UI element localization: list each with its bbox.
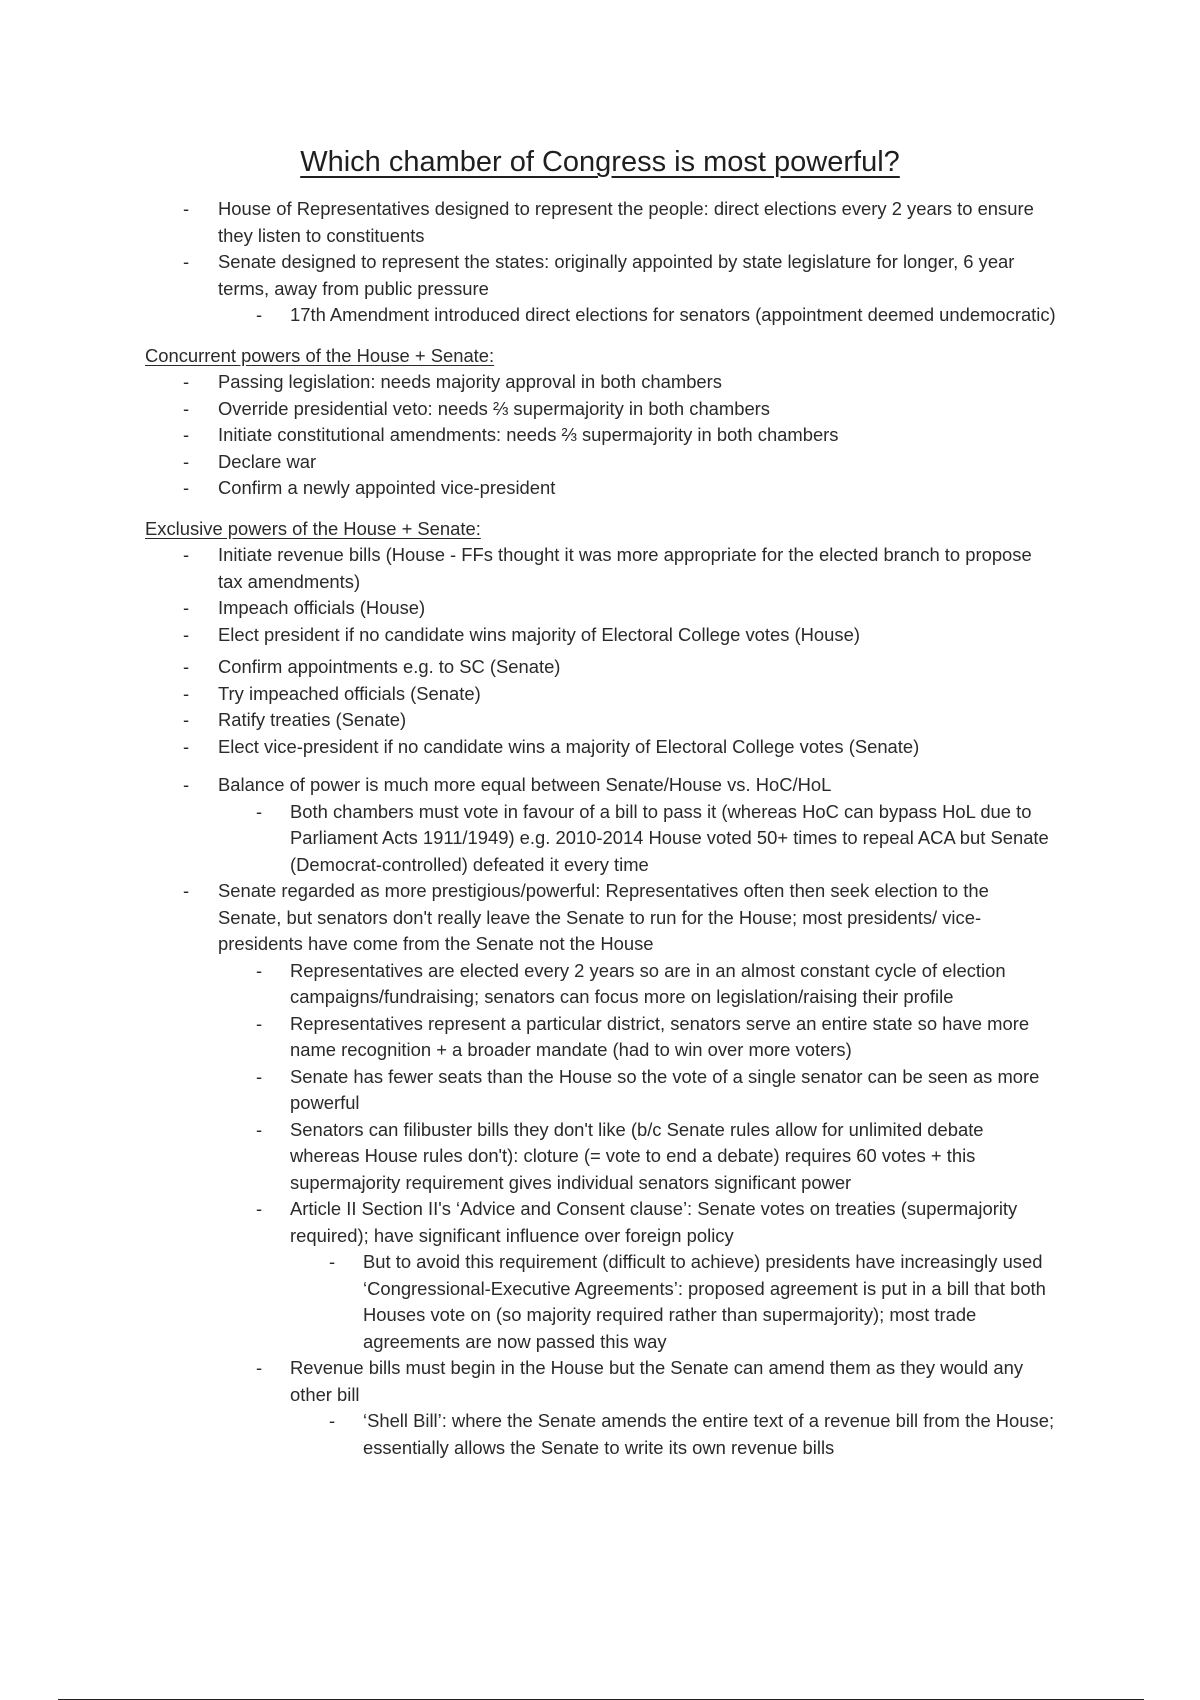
list-item: - ‘Shell Bill’: where the Senate amends the entire text of a revenue bill from the House; essentially allows the Senate to write its own revenue bills xyxy=(145,1408,1057,1461)
exclusive-powers-heading: Exclusive powers of the House + Senate: xyxy=(145,517,481,539)
list-item: - Elect vice-president if no candidate wins a majority of Electoral College votes (Senate) xyxy=(145,734,1057,761)
list-item: - Representatives are elected every 2 years so are in an almost constant cycle of election campaigns/fundraising; senators can focus more on legislation/raising their profile xyxy=(145,958,1057,1011)
list-item: - Both chambers must vote in favour of a bill to pass it (whereas HoC can bypass HoL due to Parliament Acts 1911/1949) e.g. 2010-2014 House voted 50+ times to repeal ACA but Senate (Democrat-controlled) defeated it every time xyxy=(145,799,1057,879)
list-item: - But to avoid this requirement (difficult to achieve) presidents have increasingly used ‘Congressional-Executive Agreements’: proposed agreement is put in a bill that both Houses vote on (so majority required rather than supermajority); most trade agreements are now passed this way xyxy=(145,1249,1057,1355)
concurrent-powers-list xyxy=(145,369,1057,502)
analysis-list xyxy=(145,772,1057,1461)
concurrent-powers-heading: Concurrent powers of the House + Senate: xyxy=(145,344,495,366)
list-item: - Balance of power is much more equal between Senate/House vs. HoC/HoL xyxy=(145,772,1057,799)
list-item: - Representatives represent a particular district, senators serve an entire state so have more name recognition + a broader mandate (had to win over more voters) xyxy=(145,1011,1057,1064)
list-item: - Confirm a newly appointed vice-president xyxy=(145,475,1057,502)
list-item: - Try impeached officials (Senate) xyxy=(145,681,1057,708)
list-item: - Senate has fewer seats than the House so the vote of a single senator can be seen as more powerful xyxy=(145,1064,1057,1117)
list-item: - Article II Section II's ‘Advice and Consent clause’: Senate votes on treaties (supermajority required); have significant influence over foreign policy xyxy=(145,1196,1057,1249)
list-item: - Passing legislation: needs majority approval in both chambers xyxy=(145,369,1057,396)
list-item: - Impeach officials (House) xyxy=(145,595,1057,622)
list-item: - House of Representatives designed to represent the people: direct elections every 2 years to ensure they listen to constituents xyxy=(145,196,1057,249)
list-item: - Initiate revenue bills (House - FFs thought it was more appropriate for the elected branch to propose tax amendments) xyxy=(145,542,1057,595)
intro-list xyxy=(145,196,1057,329)
exclusive-powers-list xyxy=(145,542,1057,760)
list-item: - Override presidential veto: needs ⅔ supermajority in both chambers xyxy=(145,396,1057,423)
list-item: - Senators can filibuster bills they don't like (b/c Senate rules allow for unlimited debate whereas House rules don't): cloture (= vote to end a debate) requires 60 votes + this supermajority requirement gives individual senators significant power xyxy=(145,1117,1057,1197)
list-item: - Senate designed to represent the states: originally appointed by state legislature for longer, 6 year terms, away from public pressure xyxy=(145,249,1057,302)
list-item: - Initiate constitutional amendments: needs ⅔ supermajority in both chambers xyxy=(145,422,1057,449)
list-item: - Ratify treaties (Senate) xyxy=(145,707,1057,734)
list-item: - 17th Amendment introduced direct elections for senators (appointment deemed undemocratic) xyxy=(145,302,1057,329)
list-item: - Revenue bills must begin in the House but the Senate can amend them as they would any other bill xyxy=(145,1355,1057,1408)
list-item: - Confirm appointments e.g. to SC (Senate) xyxy=(145,654,1057,681)
list-item: - Elect president if no candidate wins majority of Electoral College votes (House) xyxy=(145,622,1057,649)
document-body xyxy=(145,196,1057,1461)
list-item: - Senate regarded as more prestigious/powerful: Representatives often then seek election to the Senate, but senators don't really leave the Senate to run for the House; most presidents/ vice-presidents have come from the Senate not the House xyxy=(145,878,1057,958)
list-item: - Declare war xyxy=(145,449,1057,476)
page-title: Which chamber of Congress is most powerful? xyxy=(300,146,900,178)
